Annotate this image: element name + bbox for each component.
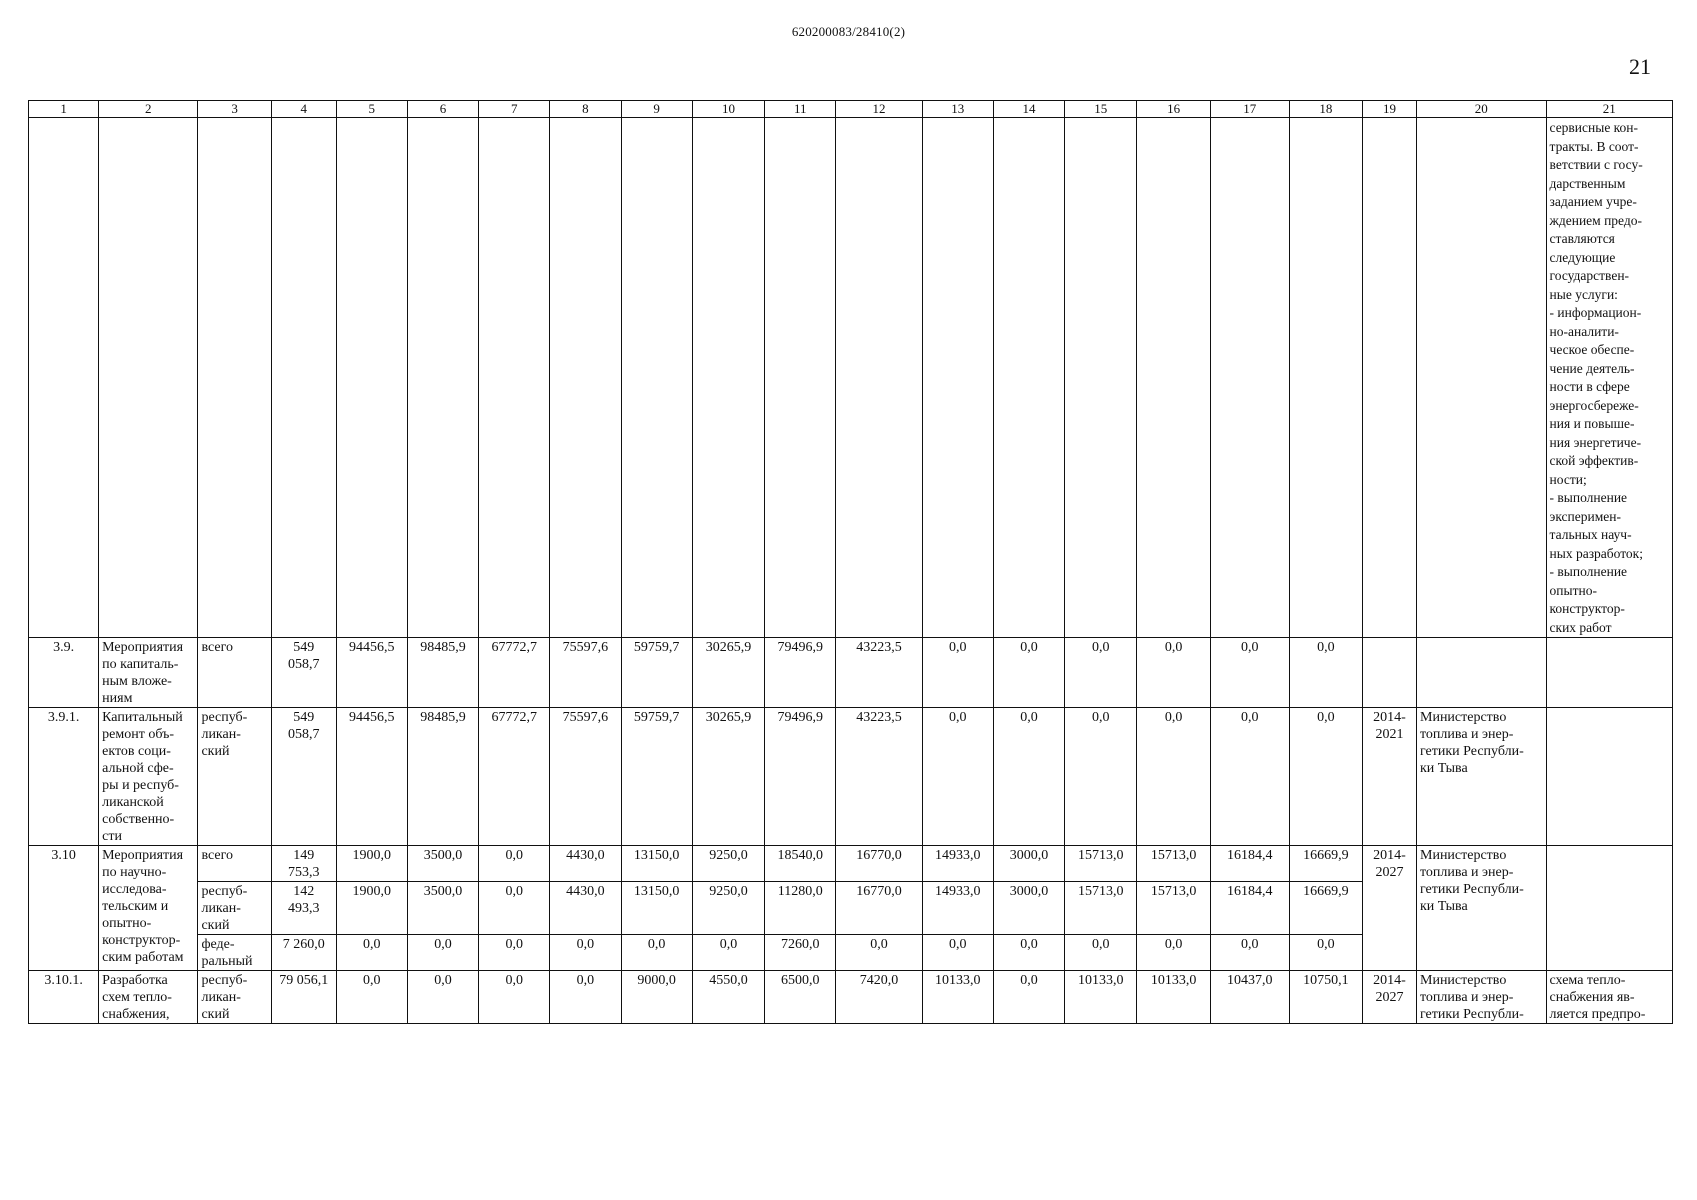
value-cell: 0,0 [479,935,550,971]
result-cell [1546,846,1672,971]
column-number-header: 11 [765,101,836,118]
cell [922,118,993,638]
responsible-cell: Министерство топлива и энер- гетики Республи- [1417,971,1547,1024]
value-cell: 0,0 [336,935,407,971]
value-cell: 142 493,3 [271,882,336,935]
value-cell: 3000,0 [993,882,1064,935]
cell [1137,118,1210,638]
value-cell: 0,0 [479,882,550,935]
value-cell: 1900,0 [336,846,407,882]
value-cell: 3500,0 [407,846,478,882]
value-cell: 16184,4 [1210,846,1289,882]
column-number-header: 17 [1210,101,1289,118]
value-cell: 0,0 [993,708,1064,846]
value-cell: 16669,9 [1289,846,1362,882]
page-number: 21 [1629,54,1651,79]
value-cell: 0,0 [479,971,550,1024]
cell [29,118,99,638]
cell [336,118,407,638]
continuation-row [29,118,1673,638]
funding-source-cell: феде- ральный [198,935,271,971]
result-cell [1546,638,1672,708]
value-cell: 98485,9 [407,708,478,846]
value-cell: 10133,0 [1137,971,1210,1024]
column-number-header: 15 [1065,101,1137,118]
cell [765,118,836,638]
row-number-cell: 3.10 [29,846,99,971]
value-cell: 549 058,7 [271,708,336,846]
cell [692,118,764,638]
value-cell: 4430,0 [550,882,621,935]
value-cell: 6500,0 [765,971,836,1024]
value-cell: 16770,0 [836,846,922,882]
value-cell: 94456,5 [336,638,407,708]
value-cell: 0,0 [993,971,1064,1024]
value-cell: 0,0 [1210,708,1289,846]
cell [1289,118,1362,638]
value-cell: 0,0 [922,708,993,846]
column-number-header: 18 [1289,101,1362,118]
value-cell: 549 058,7 [271,638,336,708]
value-cell: 13150,0 [621,846,692,882]
funding-source-cell: респуб- ликан- ский [198,882,271,935]
activity-name-cell: Мероприятия по капиталь- ным вложе- ниям [99,638,198,708]
value-cell: 0,0 [692,935,764,971]
value-cell: 14933,0 [922,846,993,882]
cell [198,118,271,638]
value-cell: 0,0 [1210,935,1289,971]
column-number-header: 6 [407,101,478,118]
value-cell: 9250,0 [692,882,764,935]
column-number-header: 3 [198,101,271,118]
column-number-header: 14 [993,101,1064,118]
cell [407,118,478,638]
column-number-header: 16 [1137,101,1210,118]
cell [836,118,922,638]
value-cell: 79 056,1 [271,971,336,1024]
row-number-cell: 3.9.1. [29,708,99,846]
value-cell: 43223,5 [836,638,922,708]
value-cell: 7 260,0 [271,935,336,971]
value-cell: 0,0 [922,638,993,708]
cell [271,118,336,638]
value-cell: 18540,0 [765,846,836,882]
value-cell: 75597,6 [550,638,621,708]
cell [1210,118,1289,638]
value-cell: 0,0 [1065,708,1137,846]
value-cell: 75597,6 [550,708,621,846]
value-cell: 0,0 [407,971,478,1024]
value-cell: 0,0 [1289,708,1362,846]
cell [99,118,198,638]
value-cell: 79496,9 [765,638,836,708]
column-number-row [29,101,1673,118]
value-cell: 0,0 [993,638,1064,708]
row-number-cell: 3.9. [29,638,99,708]
value-cell: 0,0 [1289,638,1362,708]
value-cell: 59759,7 [621,708,692,846]
responsible-cell: Министерство топлива и энер- гетики Республи- ки Тыва [1417,708,1547,846]
period-cell: 2014- 2021 [1363,708,1417,846]
value-cell: 4430,0 [550,846,621,882]
value-cell: 67772,7 [479,708,550,846]
value-cell: 11280,0 [765,882,836,935]
value-cell: 67772,7 [479,638,550,708]
cell [993,118,1064,638]
table-row [29,971,1673,1024]
period-cell [1363,638,1417,708]
cell [1363,118,1417,638]
value-cell: 0,0 [1065,638,1137,708]
column-number-header: 4 [271,101,336,118]
value-cell: 43223,5 [836,708,922,846]
column-number-header: 7 [479,101,550,118]
value-cell: 7260,0 [765,935,836,971]
funding-source-cell: респуб- ликан- ский [198,971,271,1024]
value-cell: 10133,0 [922,971,993,1024]
service-description-cell: сервисные кон- тракты. В соот- ветствии с госу- дарственным заданием учре- ждением предо- ставляются следующие государствен- ные услуги: - информацион- но-аналити- ческое обеспе- чение деятель- ности в сфере энергосбереже- ния и повыше- ния энергетиче- ской эффектив- ности; - выполнение эксперимен- тальных науч- ных разработок; - выполнение опытно- конструктор- ских работ [1546,118,1672,638]
value-cell: 10437,0 [1210,971,1289,1024]
value-cell: 15713,0 [1065,846,1137,882]
value-cell: 79496,9 [765,708,836,846]
value-cell: 3500,0 [407,882,478,935]
value-cell: 0,0 [993,935,1064,971]
value-cell: 16770,0 [836,882,922,935]
column-number-header: 21 [1546,101,1672,118]
funding-source-cell: респуб- ликан- ский [198,708,271,846]
value-cell: 10133,0 [1065,971,1137,1024]
column-number-header: 5 [336,101,407,118]
value-cell: 9000,0 [621,971,692,1024]
activity-name-cell: Капитальный ремонт объ- ектов соци- альной сфе- ры и респуб- ликанской собственно- сти [99,708,198,846]
value-cell: 0,0 [1210,638,1289,708]
column-number-header: 10 [692,101,764,118]
column-number-header: 9 [621,101,692,118]
value-cell: 0,0 [621,935,692,971]
value-cell: 4550,0 [692,971,764,1024]
value-cell: 0,0 [836,935,922,971]
value-cell: 3000,0 [993,846,1064,882]
table-row [29,638,1673,708]
value-cell: 15713,0 [1137,846,1210,882]
value-cell: 0,0 [1065,935,1137,971]
budget-table [28,100,1673,1024]
cell [550,118,621,638]
value-cell: 0,0 [550,935,621,971]
value-cell: 1900,0 [336,882,407,935]
value-cell: 0,0 [336,971,407,1024]
column-number-header: 20 [1417,101,1547,118]
row-number-cell: 3.10.1. [29,971,99,1024]
period-cell: 2014- 2027 [1363,971,1417,1024]
table-row [29,846,1673,882]
value-cell: 149 753,3 [271,846,336,882]
responsible-cell [1417,638,1547,708]
value-cell: 15713,0 [1137,882,1210,935]
value-cell: 0,0 [922,935,993,971]
column-number-header: 1 [29,101,99,118]
value-cell: 13150,0 [621,882,692,935]
table-row [29,708,1673,846]
cell [479,118,550,638]
value-cell: 0,0 [1137,708,1210,846]
value-cell: 0,0 [1137,935,1210,971]
value-cell: 16669,9 [1289,882,1362,935]
value-cell: 0,0 [407,935,478,971]
funding-source-cell: всего [198,846,271,882]
value-cell: 0,0 [1289,935,1362,971]
value-cell: 0,0 [1137,638,1210,708]
activity-name-cell: Разработка схем тепло- снабжения, [99,971,198,1024]
document-id: 620200083/28410(2) [791,24,906,39]
column-number-header: 13 [922,101,993,118]
value-cell: 9250,0 [692,846,764,882]
cell [1417,118,1547,638]
value-cell: 16184,4 [1210,882,1289,935]
cell [1065,118,1137,638]
funding-source-cell: всего [198,638,271,708]
value-cell: 59759,7 [621,638,692,708]
value-cell: 98485,9 [407,638,478,708]
column-number-header: 8 [550,101,621,118]
column-number-header: 2 [99,101,198,118]
activity-name-cell: Мероприятия по научно- исследова- тельским и опытно- конструктор- ским работам [99,846,198,971]
value-cell: 7420,0 [836,971,922,1024]
column-number-header: 19 [1363,101,1417,118]
value-cell: 10750,1 [1289,971,1362,1024]
value-cell: 14933,0 [922,882,993,935]
period-cell: 2014- 2027 [1363,846,1417,971]
value-cell: 15713,0 [1065,882,1137,935]
value-cell: 94456,5 [336,708,407,846]
value-cell: 30265,9 [692,708,764,846]
column-number-header: 12 [836,101,922,118]
result-cell: схема тепло- снабжения яв- ляется предпро- [1546,971,1672,1024]
value-cell: 0,0 [479,846,550,882]
value-cell: 0,0 [550,971,621,1024]
responsible-cell: Министерство топлива и энер- гетики Республи- ки Тыва [1417,846,1547,971]
result-cell [1546,708,1672,846]
cell [621,118,692,638]
value-cell: 30265,9 [692,638,764,708]
